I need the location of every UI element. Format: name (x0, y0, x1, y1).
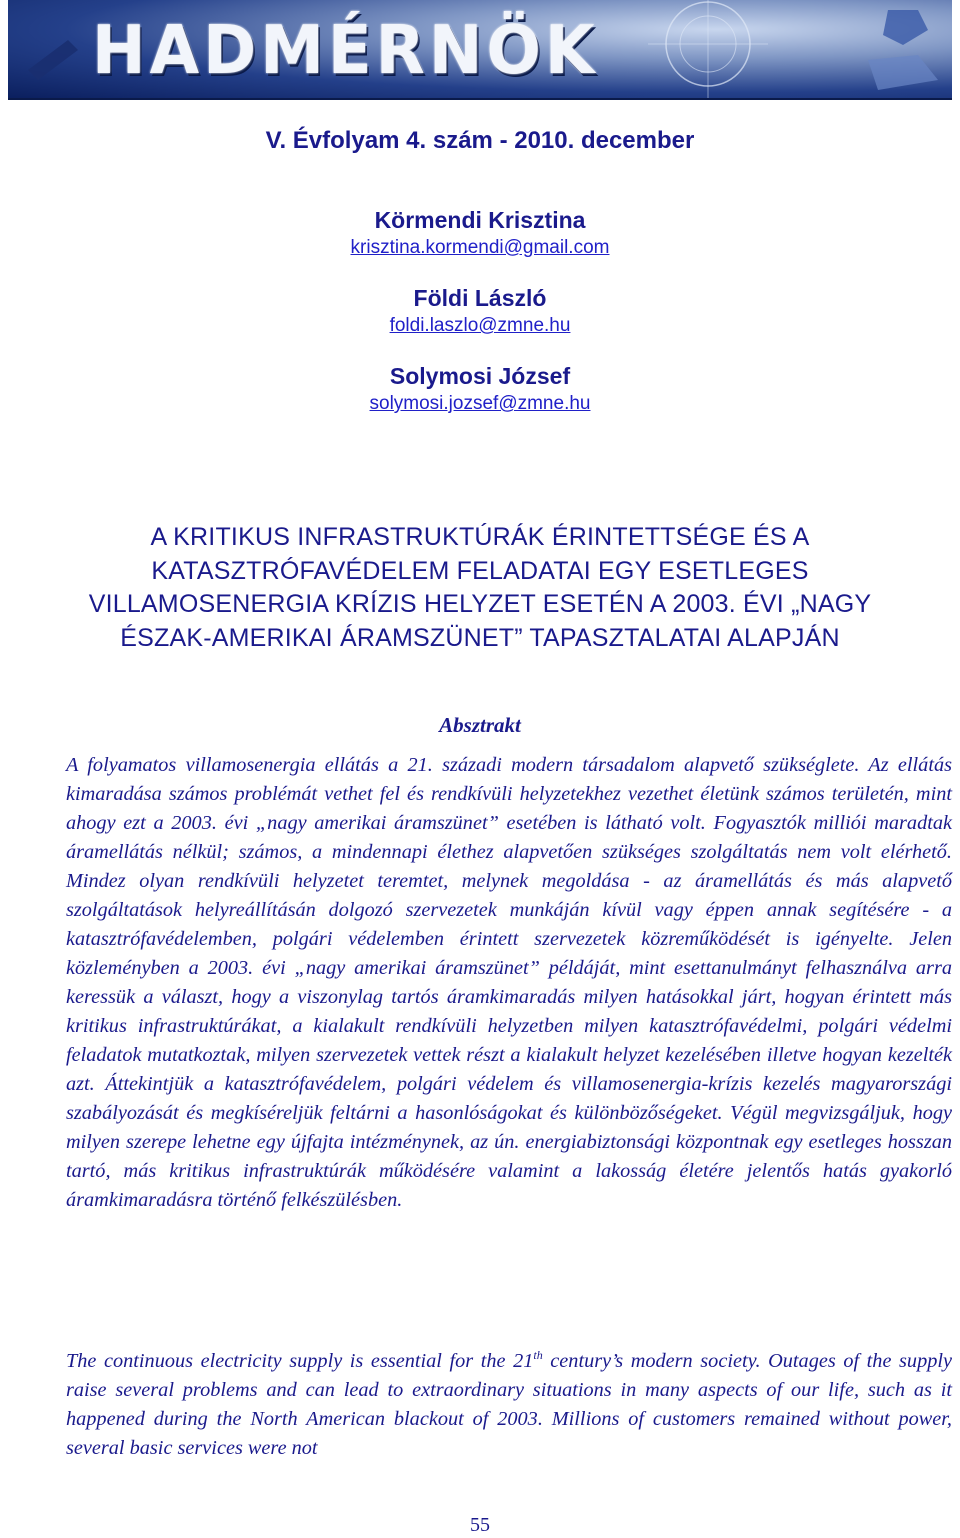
article-title: A KRITIKUS INFRASTRUKTÚRÁK ÉRINTETTSÉGE ÉS A KATASZTRÓFAVÉDELEM FELADATAI EGY ESETLEGES VILLAMOSENERGIA KRÍZIS HELYZET ESETÉN A 2003. ÉVI „NAGY ÉSZAK-AMERIKAI ÁRAMSZÜNET” TAPASZTALATAI ALAPJÁN (88, 523, 872, 652)
abstract-english-part1: The continuous electricity supply is essential for the 21 (66, 1349, 534, 1372)
journal-banner (8, 0, 952, 100)
author-email[interactable]: solymosi.jozsef@zmne.hu (369, 393, 591, 414)
author-email[interactable]: krisztina.kormendi@gmail.com (350, 237, 610, 258)
abstract-heading: Absztrakt (439, 713, 521, 737)
author-name: Solymosi József (389, 363, 571, 389)
issue-line: V. Évfolyam 4. szám - 2010. december (265, 127, 695, 154)
journal-logo: HADMÉRNÖK (92, 12, 599, 90)
abstract-english (66, 1341, 952, 1463)
abstract-english-part2: century’s modern society. Outages of the supply raise several problems and can lead to extraordinary situations in many aspects of our life, such as it happened during the North American blackout of 2003. Millions of customers remained without power, several basic services were not (66, 1349, 952, 1459)
author-email[interactable]: foldi.laszlo@zmne.hu (389, 315, 571, 336)
abstract-hungarian: A folyamatos villamosenergia ellátás a 21. századi modern társadalom alapvető szükséglete. Az ellátás kimaradása számos problémát vethet fel és rendkívüli helyzetekhez vezethet életünk számos területén, mint ahogy ezt a 2003. évi „nagy amerikai áramszünet” esetében is látható volt. Fogyasztók milliói maradtak áramellátás nélkül; számos, a mindennapi élethez alapvetően szükséges szolgáltatás nem volt elérhető. Mindez olyan rendkívüli helyzetet teremtet, melynek megoldása - az áramellátás és más alapvető szolgáltatások helyreállításán dolgozó szervezetek munkáján kívül vagy éppen annak segítésére - a katasztrófavédelemben, polgári védelemben érintett szervezetek közreműködését is igényelte. Jelen közleményben a 2003. évi „nagy amerikai áramszünet” példáját, mint esettanulmányt felhasználva arra keressük a választ, hogy a viszonylag tartós áramkimaradás milyen hatásokkal járt, hogyan érintett más kritikus infrastruktúrákat, a kialakult rendkívüli helyzetben milyen katasztrófavédelmi, polgári védelmi feladatok mutatkoztak, milyen szervezetek vettek részt a kialakult helyzet kezelésében illetve hogyan kezelték azt. Áttekintjük a katasztrófavédelem, polgári védelem és villamosenergia-krízis kezelés magyarországi szabályozását és megkíséreljük feltárni a hasonlóságokat és különbözőségeket. Végül megvizsgáljuk, hogy milyen szerepe lehetne egy újfajta intézménynek, az ún. energiabiztonsági központnak egy esetleges hosszan tartó, más kritikus infrastruktúrák működésére valamint a lakosság életére jelentős hatás gyakorló áramkimaradásra történő felkészülésben. (66, 754, 952, 1211)
author-name: Körmendi Krisztina (374, 207, 586, 233)
superscript-th: th (533, 1348, 543, 1362)
author-name: Földi László (413, 285, 547, 311)
page-number: 55 (470, 1514, 490, 1536)
